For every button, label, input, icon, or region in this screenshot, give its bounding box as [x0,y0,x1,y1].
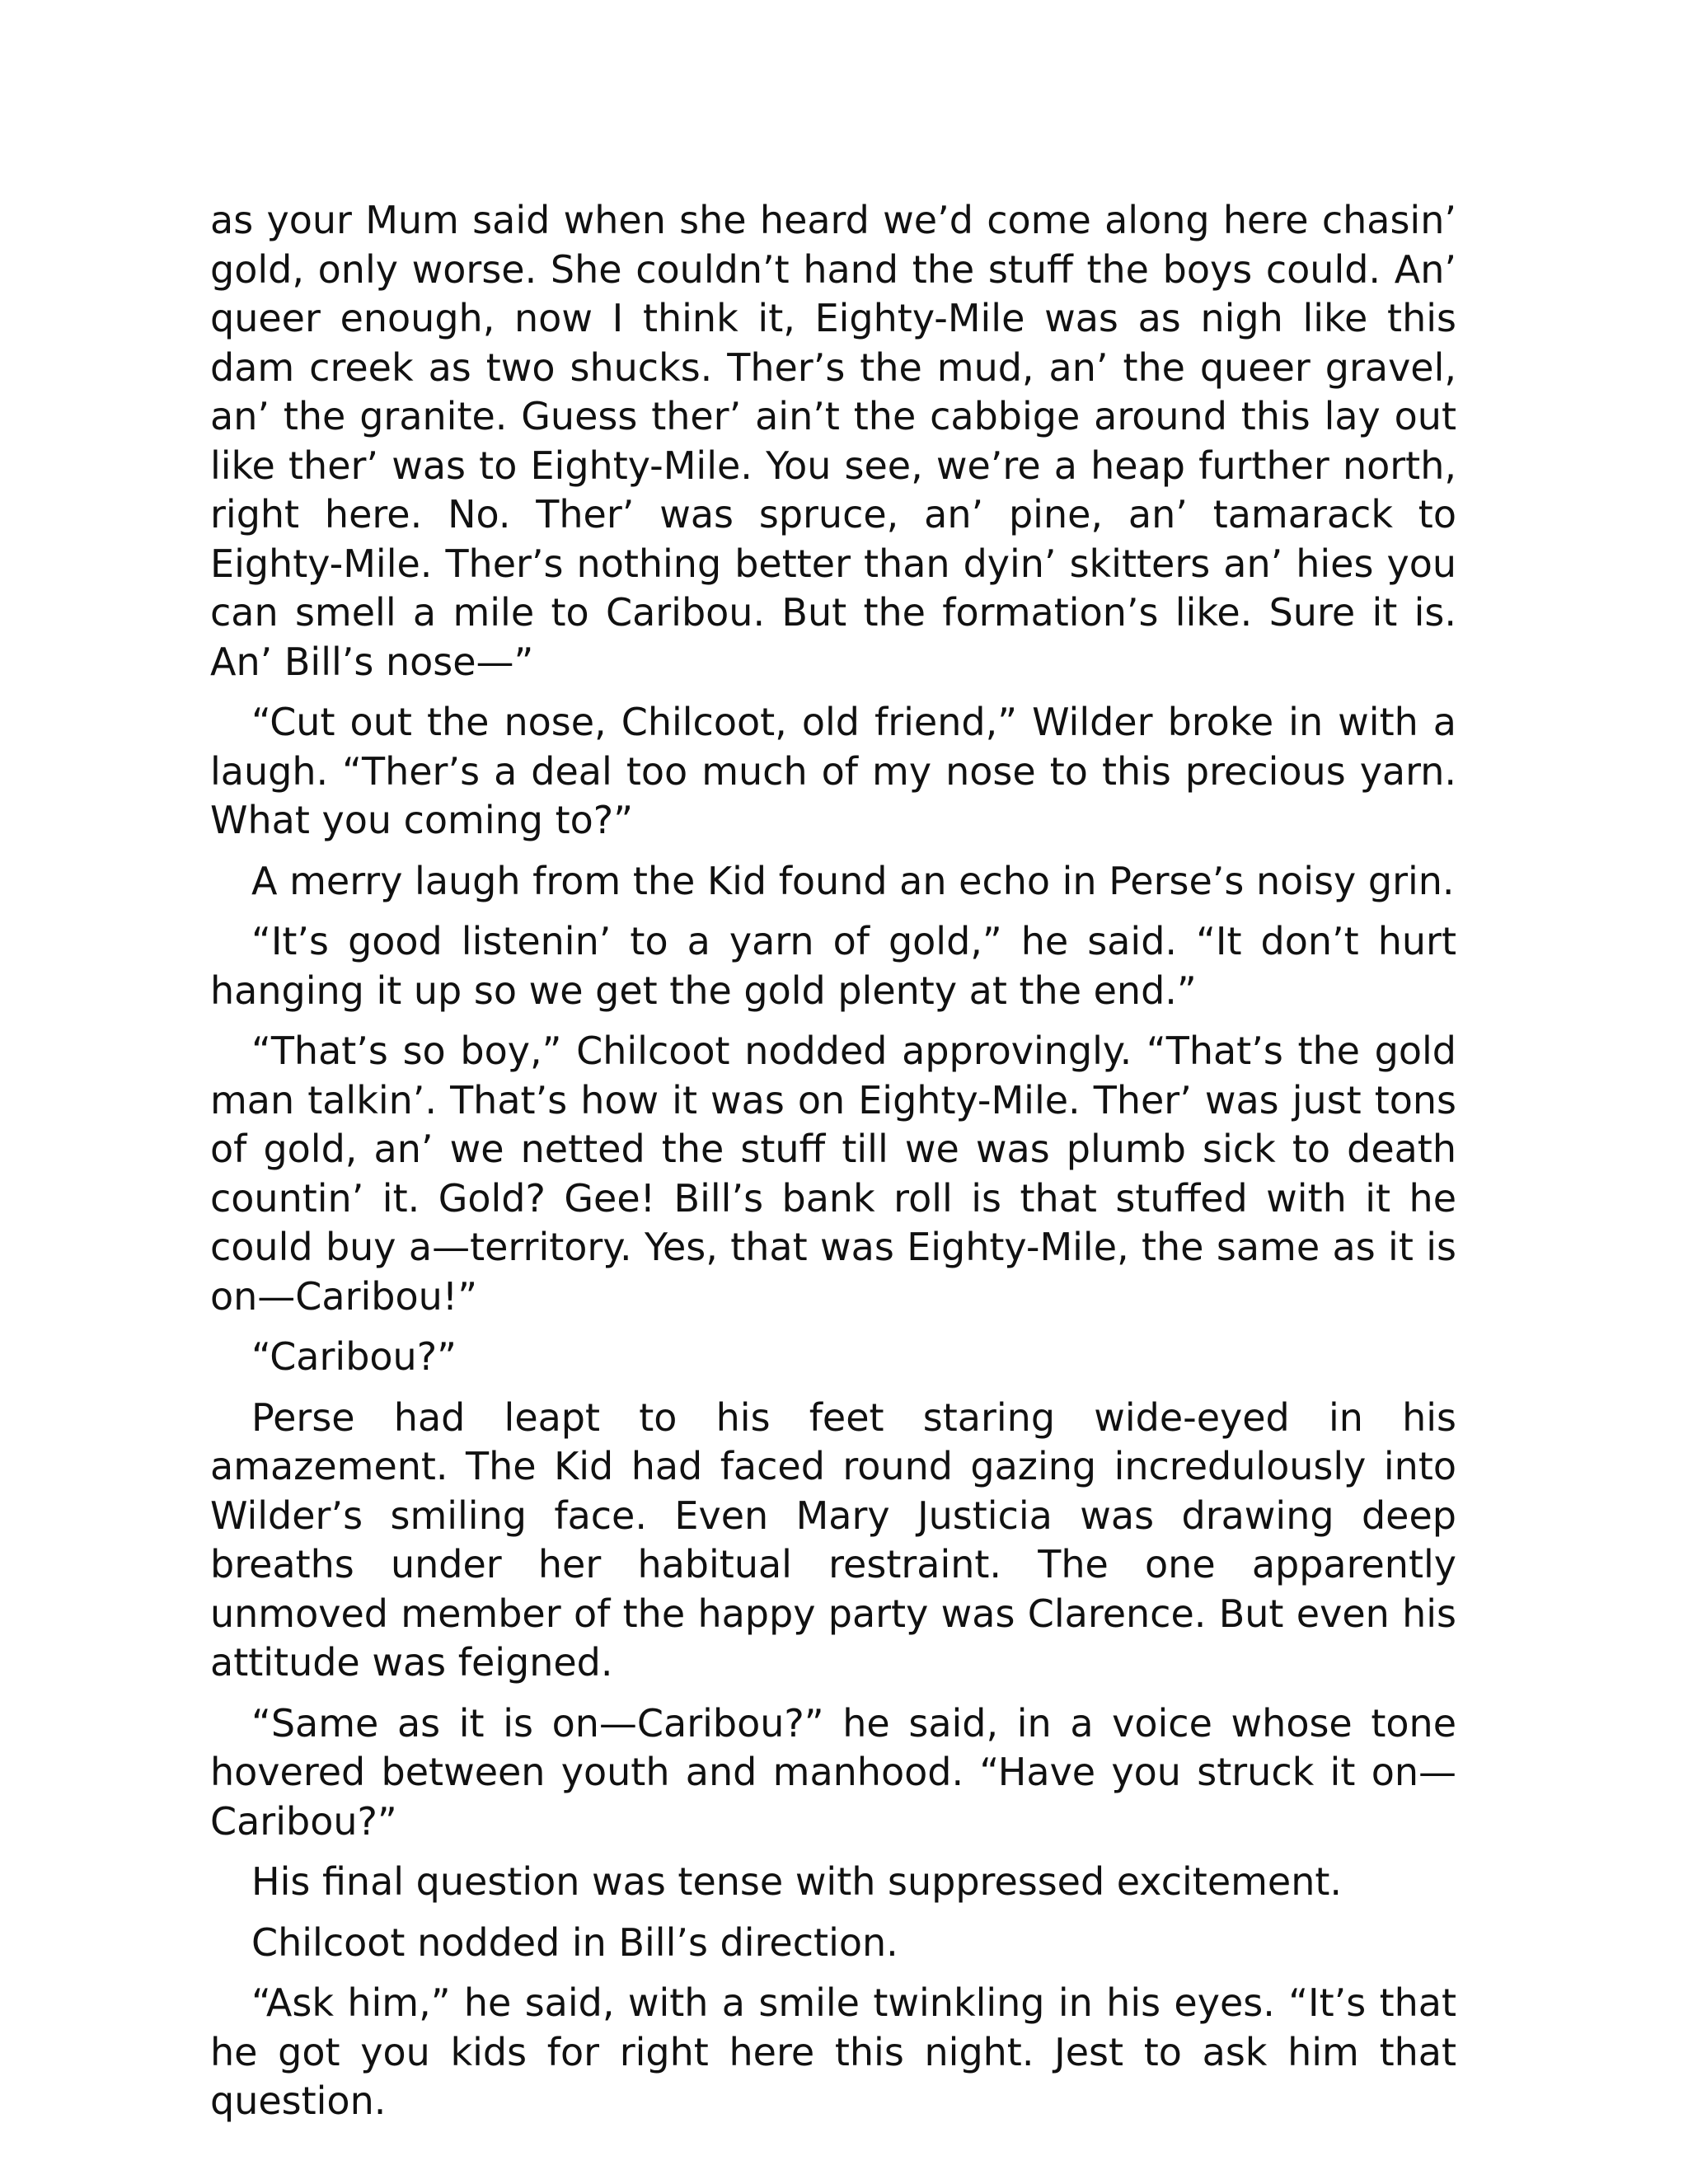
paragraph-2: “Cut out the nose, Chilcoot, old friend,” Wilder broke in with a laugh. “Ther’s a deal too much of my nose to this precious yarn. What you coming to?” [210,700,1456,842]
paragraph-4: “It’s good listenin’ to a yarn of gold,” he said. “It don’t hurt hanging it up so we get the gold plenty at the end.” [210,919,1456,1013]
paragraph-6: “Caribou?” [251,1334,457,1379]
paragraph-11: “Ask him,” he said, with a smile twinkling in his eyes. “It’s that he got you kids for right here this night. Jest to ask him that question. [210,1980,1456,2123]
paragraph-8: “Same as it is on—Caribou?” he said, in a voice whose tone hovered between youth and manhood. “Have you struck it on—Caribou?” [210,1700,1456,1844]
paragraph-3: A merry laugh from the Kid found an echo in Perse’s noisy grin. [251,858,1455,903]
paragraph-7: Perse had leapt to his feet staring wide-eyed in his amazement. The Kid had faced round gazing incredulously into Wilder’s smiling face. Even Mary Justicia was drawing deep breaths under her habitual restraint. The one apparently unmoved member of the happy party was Clarence. But even his attitude was feigned. [210,1394,1456,1685]
paragraph-1: as your Mum said when she heard we’d come along here chasin’ gold, only worse. She couldn’t hand the stuff the boys could. An’ queer enough, now I think it, Eighty-Mile was as nigh like this dam creek as two shucks. Ther’s the mud, an’ the queer gravel, an’ the granite. Guess ther’ ain’t the cabbige around this lay out like ther’ was to Eighty-Mile. You see, we’re a heap further north, right here. No. Ther’ was spruce, an’ pine, an’ tamarack to Eighty-Mile. Ther’s nothing better than dyin’ skitters an’ hies you can smell a mile to Caribou. But the formation’s like. Sure it is. An’ Bill’s nose—” [210,198,1456,684]
paragraph-10: Chilcoot nodded in Bill’s direction. [251,1919,898,1965]
paragraph-5: “That’s so boy,” Chilcoot nodded approvingly. “That’s the gold man talkin’. That’s how it was on Eighty-Mile. Ther’ was just tons of gold, an’ we netted the stuff till we was plumb sick to death countin’ it. Gold? Gee! Bill’s bank roll is that stuffed with it he could buy a—territory. Yes, that was Eighty-Mile, the same as it is on—Caribou!” [210,1029,1456,1319]
book-page [210,196,1456,2138]
paragraph-9: His final question was tense with suppressed excitement. [251,1859,1343,1904]
